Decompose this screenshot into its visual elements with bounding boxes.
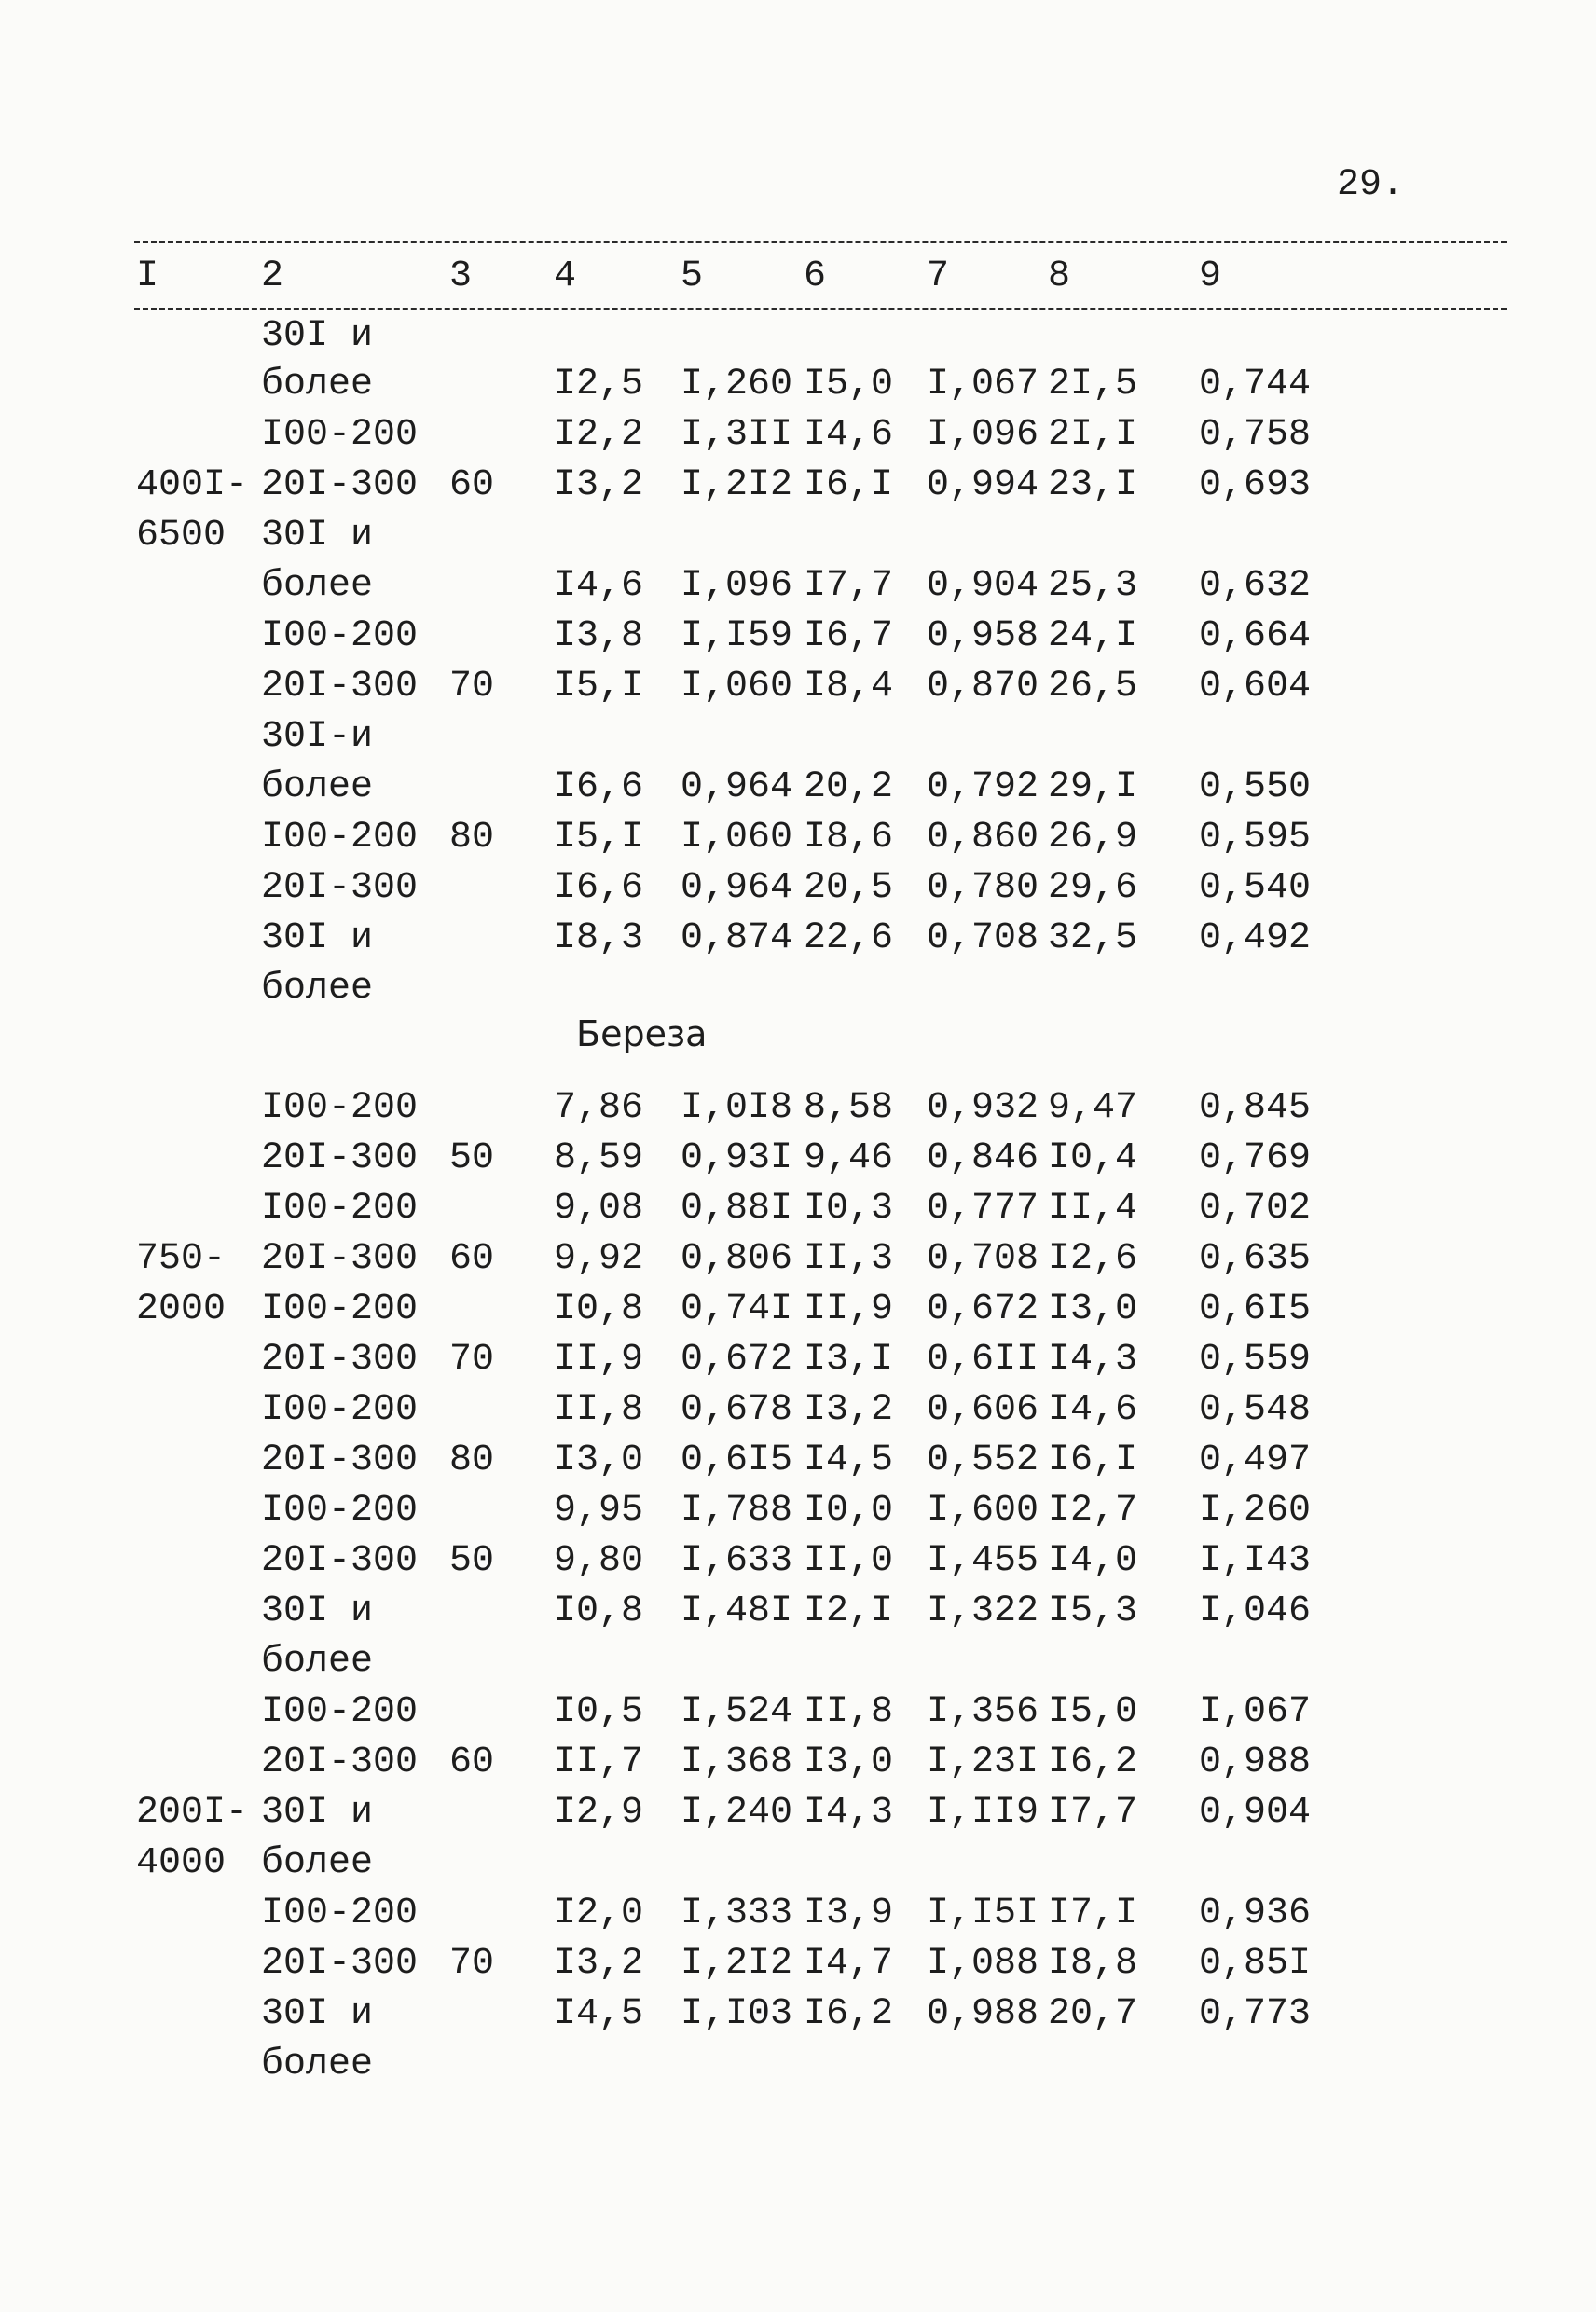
- table-cell-col-6: I6,7: [804, 615, 894, 657]
- table-cell-col-7: I,322: [927, 1590, 1039, 1632]
- table-cell-col-8: 9,47: [1048, 1087, 1138, 1129]
- table-cell-col-8: I2,6: [1048, 1238, 1138, 1280]
- table-cell-col-4: I8,3: [554, 917, 644, 959]
- table-cell-col-2: более: [261, 1842, 374, 1884]
- table-cell-col-6: I3,0: [804, 1741, 894, 1783]
- table-cell-col-4: I0,8: [554, 1590, 644, 1632]
- table-cell-col-2: более: [261, 565, 374, 607]
- table-cell-col-8: I6,2: [1048, 1741, 1138, 1783]
- table-cell-col-9: 0,693: [1199, 464, 1312, 506]
- table-cell-col-8: 32,5: [1048, 917, 1138, 959]
- table-cell-col-4: II,7: [554, 1741, 644, 1783]
- table-cell-col-8: I4,0: [1048, 1540, 1138, 1582]
- table-row: [0, 914, 1596, 964]
- table-row: [0, 1889, 1596, 1939]
- table-cell-col-4: I5,I: [554, 817, 644, 859]
- table-cell-col-2: 30I и: [261, 1993, 374, 2035]
- table-row: [0, 1838, 1596, 1889]
- table-cell-col-5: I,096: [681, 565, 793, 607]
- table-cell-col-2: более: [261, 1641, 374, 1683]
- table-cell-col-3: 70: [449, 666, 495, 708]
- table-cell-col-2: I00-200: [261, 1288, 419, 1330]
- table-cell-col-6: I3,2: [804, 1389, 894, 1431]
- table-cell-col-4: I0,8: [554, 1288, 644, 1330]
- table-cell-col-4: I2,2: [554, 414, 644, 456]
- table-row: [0, 561, 1596, 612]
- table-cell-col-5: I,240: [681, 1792, 793, 1834]
- table-header: [0, 252, 1596, 304]
- table-cell-col-2: I00-200: [261, 1691, 419, 1733]
- table-cell-col-6: II,3: [804, 1238, 894, 1280]
- table-cell-col-8: 26,9: [1048, 817, 1138, 859]
- table-cell-col-5: I,2I2: [681, 464, 793, 506]
- table-cell-col-8: 24,I: [1048, 615, 1138, 657]
- table-cell-col-2: 20I-300: [261, 1943, 419, 1985]
- table-cell-col-2: 30I-и: [261, 716, 374, 758]
- table-cell-col-4: I4,5: [554, 1993, 644, 2035]
- table-cell-col-8: 29,6: [1048, 867, 1138, 909]
- table-cell-col-7: I,067: [927, 364, 1039, 406]
- table-cell-col-3: 70: [449, 1943, 495, 1985]
- table-row: [0, 1687, 1596, 1738]
- table-cell-col-7: 0,994: [927, 464, 1039, 506]
- table-cell-col-5: 0,964: [681, 766, 793, 808]
- table-cell-col-7: 0,780: [927, 867, 1039, 909]
- table-cell-col-8: 25,3: [1048, 565, 1138, 607]
- table-cell-col-2: 20I-300: [261, 1339, 419, 1381]
- table-cell-col-2: 20I-300: [261, 1439, 419, 1481]
- table-cell-col-1: 4000: [136, 1842, 227, 1884]
- table-cell-col-9: I,046: [1199, 1590, 1312, 1632]
- header-col-4: 4: [554, 255, 577, 297]
- table-cell-col-5: I,260: [681, 364, 793, 406]
- table-cell-col-6: 22,6: [804, 917, 894, 959]
- table-cell-col-6: II,0: [804, 1540, 894, 1582]
- table-cell-col-6: I4,6: [804, 414, 894, 456]
- table-cell-col-6: I3,9: [804, 1892, 894, 1934]
- table-cell-col-9: 0,904: [1199, 1792, 1312, 1834]
- table-cell-col-4: I3,2: [554, 1943, 644, 1985]
- table-cell-col-2: 30I и: [261, 515, 374, 557]
- table-row: [0, 964, 1596, 1014]
- table-cell-col-1: 6500: [136, 515, 227, 557]
- table-cell-col-9: I,067: [1199, 1691, 1312, 1733]
- table-cell-col-4: I3,8: [554, 615, 644, 657]
- table-cell-col-7: 0,708: [927, 1238, 1039, 1280]
- table-cell-col-5: I,333: [681, 1892, 793, 1934]
- table-cell-col-5: 0,672: [681, 1339, 793, 1381]
- table-cell-col-7: 0,672: [927, 1288, 1039, 1330]
- header-top-rule: [134, 241, 1507, 243]
- table-cell-col-5: I,0I8: [681, 1087, 793, 1129]
- table-cell-col-4: I6,6: [554, 867, 644, 909]
- table-cell-col-7: I,455: [927, 1540, 1039, 1582]
- table-cell-col-8: I5,3: [1048, 1590, 1138, 1632]
- table-cell-col-9: I,260: [1199, 1490, 1312, 1532]
- table-row: [0, 1939, 1596, 1989]
- table-cell-col-6: I4,3: [804, 1792, 894, 1834]
- table-cell-col-1: 200I-: [136, 1792, 249, 1834]
- table-cell-col-4: I6,6: [554, 766, 644, 808]
- table-cell-col-2: 20I-300: [261, 666, 419, 708]
- table-row: [0, 1486, 1596, 1536]
- table-cell-col-5: I,060: [681, 666, 793, 708]
- table-row: [0, 712, 1596, 763]
- table-cell-col-8: 23,I: [1048, 464, 1138, 506]
- table-cell-col-6: 20,2: [804, 766, 894, 808]
- table-cell-col-7: I,088: [927, 1943, 1039, 1985]
- table-cell-col-8: 2I,I: [1048, 414, 1138, 456]
- header-col-3: 3: [449, 255, 473, 297]
- table-cell-col-5: I,48I: [681, 1590, 793, 1632]
- table-cell-col-5: I,2I2: [681, 1943, 793, 1985]
- table-cell-col-6: I6,I: [804, 464, 894, 506]
- table-cell-col-5: I,060: [681, 817, 793, 859]
- table-cell-col-7: 0,958: [927, 615, 1039, 657]
- table-cell-col-4: I3,0: [554, 1439, 644, 1481]
- table-row: [0, 1637, 1596, 1687]
- table-cell-col-5: 0,88I: [681, 1188, 793, 1230]
- table-row: [0, 863, 1596, 914]
- table-row: [0, 360, 1596, 410]
- table-row: [0, 1083, 1596, 1134]
- table-cell-col-8: I5,0: [1048, 1691, 1138, 1733]
- table-row: [0, 813, 1596, 863]
- table-cell-col-5: 0,678: [681, 1389, 793, 1431]
- table-row: [0, 1536, 1596, 1587]
- header-col-7: 7: [927, 255, 950, 297]
- table-cell-col-9: 0,604: [1199, 666, 1312, 708]
- table-cell-col-9: 0,540: [1199, 867, 1312, 909]
- table-row: [0, 1134, 1596, 1184]
- table-cell-col-2: более: [261, 2044, 374, 2085]
- table-cell-col-9: 0,497: [1199, 1439, 1312, 1481]
- table-cell-col-5: 0,874: [681, 917, 793, 959]
- table-cell-col-3: 50: [449, 1137, 495, 1179]
- table-cell-col-4: 9,92: [554, 1238, 644, 1280]
- page-number: 29.: [1337, 164, 1405, 206]
- table-cell-col-2: более: [261, 766, 374, 808]
- table-cell-col-1: 750-: [136, 1238, 227, 1280]
- header-col-8: 8: [1048, 255, 1071, 297]
- table-cell-col-8: II,4: [1048, 1188, 1138, 1230]
- table-cell-col-9: 0,988: [1199, 1741, 1312, 1783]
- table-row: [0, 1385, 1596, 1436]
- table-cell-col-7: 0,860: [927, 817, 1039, 859]
- table-cell-col-7: 0,792: [927, 766, 1039, 808]
- table-cell-col-9: 0,744: [1199, 364, 1312, 406]
- table-cell-col-2: 30I и: [261, 315, 374, 357]
- table-cell-col-4: I2,5: [554, 364, 644, 406]
- table-row: [0, 2040, 1596, 2090]
- table-row: [0, 1788, 1596, 1838]
- table-row: [0, 1989, 1596, 2040]
- table-cell-col-4: I2,0: [554, 1892, 644, 1934]
- table-cell-col-3: 60: [449, 464, 495, 506]
- table-cell-col-8: I4,6: [1048, 1389, 1138, 1431]
- table-cell-col-6: II,9: [804, 1288, 894, 1330]
- table-cell-col-3: 80: [449, 817, 495, 859]
- table-row: [0, 461, 1596, 511]
- table-cell-col-8: I4,3: [1048, 1339, 1138, 1381]
- table-cell-col-4: I3,2: [554, 464, 644, 506]
- table-cell-col-9: I,I43: [1199, 1540, 1312, 1582]
- table-cell-col-2: 20I-300: [261, 1741, 419, 1783]
- table-cell-col-6: 8,58: [804, 1087, 894, 1129]
- table-cell-col-4: I5,I: [554, 666, 644, 708]
- table-cell-col-7: 0,6II: [927, 1339, 1039, 1381]
- table-cell-col-9: 0,85I: [1199, 1943, 1312, 1985]
- table-cell-col-4: I0,5: [554, 1691, 644, 1733]
- table-cell-col-7: 0,606: [927, 1389, 1039, 1431]
- table-cell-col-5: 0,93I: [681, 1137, 793, 1179]
- table-cell-col-8: I7,7: [1048, 1792, 1138, 1834]
- table-cell-col-9: 0,664: [1199, 615, 1312, 657]
- table-cell-col-2: 20I-300: [261, 1238, 419, 1280]
- table-cell-col-7: 0,552: [927, 1439, 1039, 1481]
- table-cell-col-9: 0,632: [1199, 565, 1312, 607]
- table-cell-col-5: I,788: [681, 1490, 793, 1532]
- table-cell-col-3: 80: [449, 1439, 495, 1481]
- table-cell-col-9: 0,702: [1199, 1188, 1312, 1230]
- table-cell-col-4: II,8: [554, 1389, 644, 1431]
- table-cell-col-2: I00-200: [261, 817, 419, 859]
- table-cell-col-1: 400I-: [136, 464, 249, 506]
- table-cell-col-7: I,II9: [927, 1792, 1039, 1834]
- table-cell-col-6: I4,7: [804, 1943, 894, 1985]
- table-cell-col-2: I00-200: [261, 1188, 419, 1230]
- table-cell-col-9: 0,492: [1199, 917, 1312, 959]
- table-cell-col-7: 0,708: [927, 917, 1039, 959]
- table-cell-col-5: I,3II: [681, 414, 793, 456]
- header-col-1: I: [136, 255, 159, 297]
- table-cell-col-2: I00-200: [261, 1892, 419, 1934]
- table-row: [0, 612, 1596, 662]
- table-cell-col-9: 0,635: [1199, 1238, 1312, 1280]
- table-cell-col-2: I00-200: [261, 615, 419, 657]
- table-cell-col-2: 20I-300: [261, 867, 419, 909]
- table-row: [0, 1436, 1596, 1486]
- table-cell-col-9: 0,936: [1199, 1892, 1312, 1934]
- table-cell-col-5: 0,964: [681, 867, 793, 909]
- table-cell-col-9: 0,6I5: [1199, 1288, 1312, 1330]
- table-cell-col-2: I00-200: [261, 1389, 419, 1431]
- table-cell-col-2: 20I-300: [261, 1137, 419, 1179]
- table-cell-col-2: 20I-300: [261, 464, 419, 506]
- table-cell-col-9: 0,845: [1199, 1087, 1312, 1129]
- table-row: [0, 763, 1596, 813]
- table-cell-col-6: I8,4: [804, 666, 894, 708]
- table-row: [0, 1285, 1596, 1335]
- table-row: [0, 1184, 1596, 1234]
- table-cell-col-7: I,600: [927, 1490, 1039, 1532]
- table-cell-col-4: 9,08: [554, 1188, 644, 1230]
- table-cell-col-8: I2,7: [1048, 1490, 1138, 1532]
- table-cell-col-4: 9,80: [554, 1540, 644, 1582]
- table-cell-col-4: 9,95: [554, 1490, 644, 1532]
- section-title: Береза: [576, 1013, 708, 1054]
- table-cell-col-9: 0,548: [1199, 1389, 1312, 1431]
- table-cell-col-7: 0,904: [927, 565, 1039, 607]
- table-cell-col-6: I6,2: [804, 1993, 894, 2035]
- table-cell-col-6: I0,0: [804, 1490, 894, 1532]
- table-cell-col-8: I0,4: [1048, 1137, 1138, 1179]
- table-cell-col-8: I3,0: [1048, 1288, 1138, 1330]
- table-cell-col-4: II,9: [554, 1339, 644, 1381]
- table-cell-col-3: 60: [449, 1741, 495, 1783]
- table-cell-col-7: I,356: [927, 1691, 1039, 1733]
- table-cell-col-8: 20,7: [1048, 1993, 1138, 2035]
- table-cell-col-6: I2,I: [804, 1590, 894, 1632]
- table-cell-col-4: I4,6: [554, 565, 644, 607]
- table-cell-col-5: I,633: [681, 1540, 793, 1582]
- table-cell-col-6: I5,0: [804, 364, 894, 406]
- table-cell-col-7: I,096: [927, 414, 1039, 456]
- table-cell-col-5: 0,806: [681, 1238, 793, 1280]
- table-cell-col-2: более: [261, 968, 374, 1010]
- header-col-2: 2: [261, 255, 284, 297]
- table-cell-col-1: 2000: [136, 1288, 227, 1330]
- table-cell-col-9: 0,758: [1199, 414, 1312, 456]
- table-cell-col-3: 50: [449, 1540, 495, 1582]
- table-cell-col-6: I4,5: [804, 1439, 894, 1481]
- table-cell-col-9: 0,559: [1199, 1339, 1312, 1381]
- table-cell-col-2: I00-200: [261, 414, 419, 456]
- header-bottom-rule: [134, 308, 1507, 310]
- table-cell-col-8: 2I,5: [1048, 364, 1138, 406]
- table-cell-col-2: 30I и: [261, 1590, 374, 1632]
- table-cell-col-7: 0,870: [927, 666, 1039, 708]
- table-row: [0, 662, 1596, 712]
- table-cell-col-6: 9,46: [804, 1137, 894, 1179]
- table-row: [0, 311, 1596, 362]
- table-row: [0, 1738, 1596, 1788]
- table-cell-col-8: 26,5: [1048, 666, 1138, 708]
- table-cell-col-6: 20,5: [804, 867, 894, 909]
- table-cell-col-5: I,524: [681, 1691, 793, 1733]
- table-cell-col-8: I7,I: [1048, 1892, 1138, 1934]
- table-cell-col-2: 30I и: [261, 917, 374, 959]
- table-row: [0, 1234, 1596, 1285]
- table-cell-col-3: 60: [449, 1238, 495, 1280]
- table-cell-col-4: 8,59: [554, 1137, 644, 1179]
- table-cell-col-6: II,8: [804, 1691, 894, 1733]
- table-cell-col-7: I,23I: [927, 1741, 1039, 1783]
- table-cell-col-6: I0,3: [804, 1188, 894, 1230]
- header-col-5: 5: [681, 255, 704, 297]
- table-cell-col-7: 0,846: [927, 1137, 1039, 1179]
- table-cell-col-6: I7,7: [804, 565, 894, 607]
- table-cell-col-7: I,I5I: [927, 1892, 1039, 1934]
- table-cell-col-9: 0,595: [1199, 817, 1312, 859]
- table-cell-col-9: 0,550: [1199, 766, 1312, 808]
- header-col-6: 6: [804, 255, 827, 297]
- table-cell-col-2: I00-200: [261, 1087, 419, 1129]
- table-cell-col-8: I8,8: [1048, 1943, 1138, 1985]
- table-cell-col-2: 20I-300: [261, 1540, 419, 1582]
- table-cell-col-8: I6,I: [1048, 1439, 1138, 1481]
- table-cell-col-5: I,I59: [681, 615, 793, 657]
- table-cell-col-5: 0,6I5: [681, 1439, 793, 1481]
- header-col-9: 9: [1199, 255, 1222, 297]
- table-cell-col-6: I3,I: [804, 1339, 894, 1381]
- table-cell-col-6: I8,6: [804, 817, 894, 859]
- table-cell-col-7: 0,932: [927, 1087, 1039, 1129]
- table-cell-col-4: I2,9: [554, 1792, 644, 1834]
- table-cell-col-2: более: [261, 364, 374, 406]
- table-row: [0, 1587, 1596, 1637]
- table-cell-col-2: I00-200: [261, 1490, 419, 1532]
- table-cell-col-3: 70: [449, 1339, 495, 1381]
- table-cell-col-7: 0,777: [927, 1188, 1039, 1230]
- table-cell-col-9: 0,769: [1199, 1137, 1312, 1179]
- table-cell-col-4: 7,86: [554, 1087, 644, 1129]
- table-cell-col-8: 29,I: [1048, 766, 1138, 808]
- table-row: [0, 410, 1596, 461]
- table-cell-col-9: 0,773: [1199, 1993, 1312, 2035]
- table-cell-col-5: I,I03: [681, 1993, 793, 2035]
- table-row: [0, 1335, 1596, 1385]
- table-cell-col-5: I,368: [681, 1741, 793, 1783]
- table-cell-col-5: 0,74I: [681, 1288, 793, 1330]
- table-cell-col-7: 0,988: [927, 1993, 1039, 2035]
- table-row: [0, 511, 1596, 561]
- table-cell-col-2: 30I и: [261, 1792, 374, 1834]
